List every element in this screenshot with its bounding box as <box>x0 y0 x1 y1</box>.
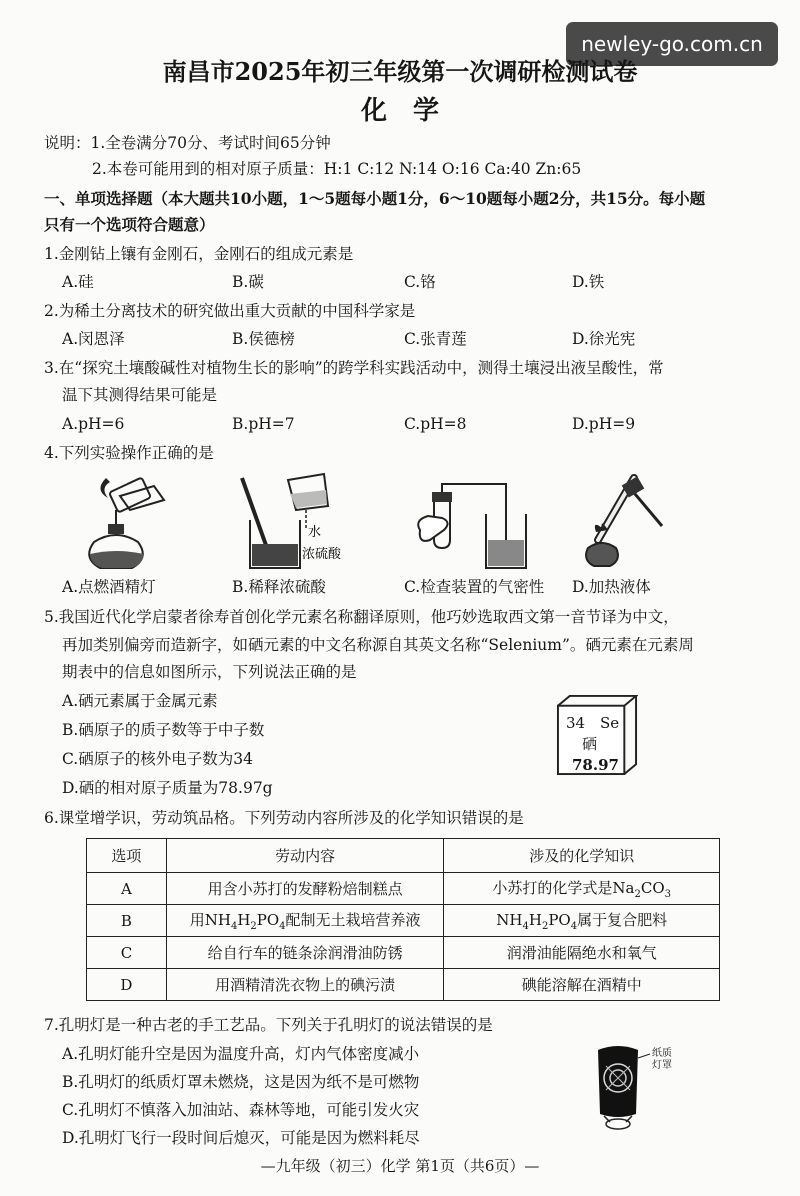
q5-option-c: C.硒原子的核外电子数为34 <box>62 750 253 768</box>
row-d-option: D <box>87 969 167 1001</box>
q4-option-a: A.点燃酒精灯 <box>62 578 156 596</box>
row-c-knowledge: 润滑油能隔绝水和氧气 <box>444 937 720 969</box>
table-row <box>87 873 720 905</box>
water-label: 水 <box>308 525 322 540</box>
q4-option-b: B.稀释浓硫酸 <box>232 578 326 596</box>
row-a-knowledge: 小苏打的化学式是$Na_2CO_3$ <box>444 873 720 905</box>
q3-stem-line2: 温下其测得结果可能是 <box>62 386 218 404</box>
q2-option-c: C.张青莲 <box>404 330 467 348</box>
q5-stem-line3: 期表中的信息如图所示，下列说法正确的是 <box>62 663 357 681</box>
row-c-work: 给自行车的链条涂润滑油防锈 <box>166 937 444 969</box>
exam-title: 南昌市2025年初三年级第一次调研检测试卷 <box>162 57 638 86</box>
q1-stem: 1.金刚钻上镶有金刚石，金刚石的组成元素是 <box>44 245 354 263</box>
table-header-row <box>87 839 720 873</box>
page-footer: —九年级（初三）化学 第1页（共6页）— <box>260 1157 540 1175</box>
element-mass: 78.97 <box>572 756 619 774</box>
q5-option-d: D.硒的相对原子质量为78.97g <box>62 779 273 797</box>
row-b-option: B <box>87 905 167 937</box>
q5-stem-line2: 再加类别偏旁而造新字，如硒元素的中文名称源自其英文名称“Selenium”。硒元素在元素周 <box>62 636 694 654</box>
acid-label: 浓硫酸 <box>302 547 342 562</box>
q4-option-d: D.加热液体 <box>572 578 651 596</box>
q6-stem: 6.课堂增学识，劳动筑品格。下列劳动内容所涉及的化学知识错误的是 <box>44 809 524 827</box>
row-d-knowledge: 碘能溶解在酒精中 <box>444 969 720 1001</box>
q1-option-d: D.铁 <box>572 273 605 291</box>
q7-option-d: D.孔明灯飞行一段时间后熄灭，可能是因为燃料耗尽 <box>62 1129 420 1147</box>
row-a-option: A <box>87 873 167 905</box>
q7-stem: 7.孔明灯是一种古老的手工艺品。下列关于孔明灯的说法错误的是 <box>44 1016 493 1034</box>
q2-option-b: B.侯德榜 <box>232 330 295 348</box>
element-number: 34 <box>566 714 586 732</box>
q3-option-a: A.pH=6 <box>62 415 125 433</box>
table-row <box>87 969 720 1001</box>
kongming-lantern-figure <box>590 1040 700 1140</box>
q7-option-a: A.孔明灯能升空是因为温度升高，灯内气体密度减小 <box>62 1045 420 1063</box>
row-b-knowledge: $NH_4H_2PO_4$属于复合肥料 <box>444 905 720 937</box>
section-heading-line1: 一、单项选择题（本大题共10小题，1～5题每小题1分，6～10题每小题2分，共15分。每小题 <box>44 189 706 208</box>
q2-stem: 2.为稀土分离技术的研究做出重大贡献的中国科学家是 <box>44 302 416 320</box>
element-name: 硒 <box>582 735 598 753</box>
q2-option-a: A.闵恩泽 <box>62 330 125 348</box>
watermark: newley-go.com.cn <box>566 22 778 66</box>
header-knowledge: 涉及的化学知识 <box>444 839 720 873</box>
q4-option-c: C.检查装置的气密性 <box>404 578 545 596</box>
q3-option-c: C.pH=8 <box>404 415 467 433</box>
alcohol-lamp-figure <box>64 470 174 575</box>
row-d-work: 用酒精清洗衣物上的碘污渍 <box>166 969 444 1001</box>
q7-option-c: C.孔明灯不慎落入加油站、森林等地，可能引发火灾 <box>62 1101 420 1119</box>
subject-title: 化 学 <box>360 96 439 126</box>
table-row <box>87 937 720 969</box>
section-heading-line2: 只有一个选项符合题意） <box>44 215 215 234</box>
q4-stem: 4.下列实验操作正确的是 <box>44 444 214 462</box>
airtightness-figure <box>412 470 532 575</box>
q3-option-d: D.pH=9 <box>572 415 636 433</box>
q2-option-d: D.徐光宪 <box>572 330 636 348</box>
q1-option-c: C.铬 <box>404 273 436 291</box>
q7-option-b: B.孔明灯的纸质灯罩未燃烧，这是因为纸不是可燃物 <box>62 1073 420 1091</box>
q3-stem-line1: 3.在“探究土壤酸碱性对植物生长的影响”的跨学科实践活动中，测得土壤浸出液呈酸性，常 <box>44 359 664 377</box>
header-work: 劳动内容 <box>166 839 444 873</box>
header-option: 选项 <box>87 839 167 873</box>
lantern-label-line1: 纸质 <box>652 1048 672 1059</box>
element-symbol: Se <box>600 714 620 732</box>
note-1: 说明：1.全卷满分70分、考试时间65分钟 <box>44 134 331 152</box>
note-2: 2.本卷可能用到的相对原子质量：H:1 C:12 N:14 O:16 Ca:40 Zn:65 <box>92 160 582 178</box>
q6-table <box>86 838 720 1001</box>
q5-option-b: B.硒原子的质子数等于中子数 <box>62 721 265 739</box>
q3-option-b: B.pH=7 <box>232 415 295 433</box>
table-row <box>87 905 720 937</box>
lantern-label-line2: 灯罩 <box>652 1060 672 1071</box>
q1-option-a: A.硅 <box>62 273 94 291</box>
row-c-option: C <box>87 937 167 969</box>
dilute-acid-figure <box>238 470 358 575</box>
q5-option-a: A.硒元素属于金属元素 <box>62 692 218 710</box>
q5-stem-line1: 5.我国近代化学启蒙者徐寿首创化学元素名称翻译原则，他巧妙选取西文第一音节译为中文， <box>44 608 679 626</box>
row-a-work: 用含小苏打的发酵粉焙制糕点 <box>166 873 444 905</box>
heating-liquid-figure <box>578 470 678 575</box>
q1-option-b: B.碳 <box>232 273 264 291</box>
row-b-work: 用$NH_4H_2PO_4$配制无土栽培营养液 <box>166 905 444 937</box>
